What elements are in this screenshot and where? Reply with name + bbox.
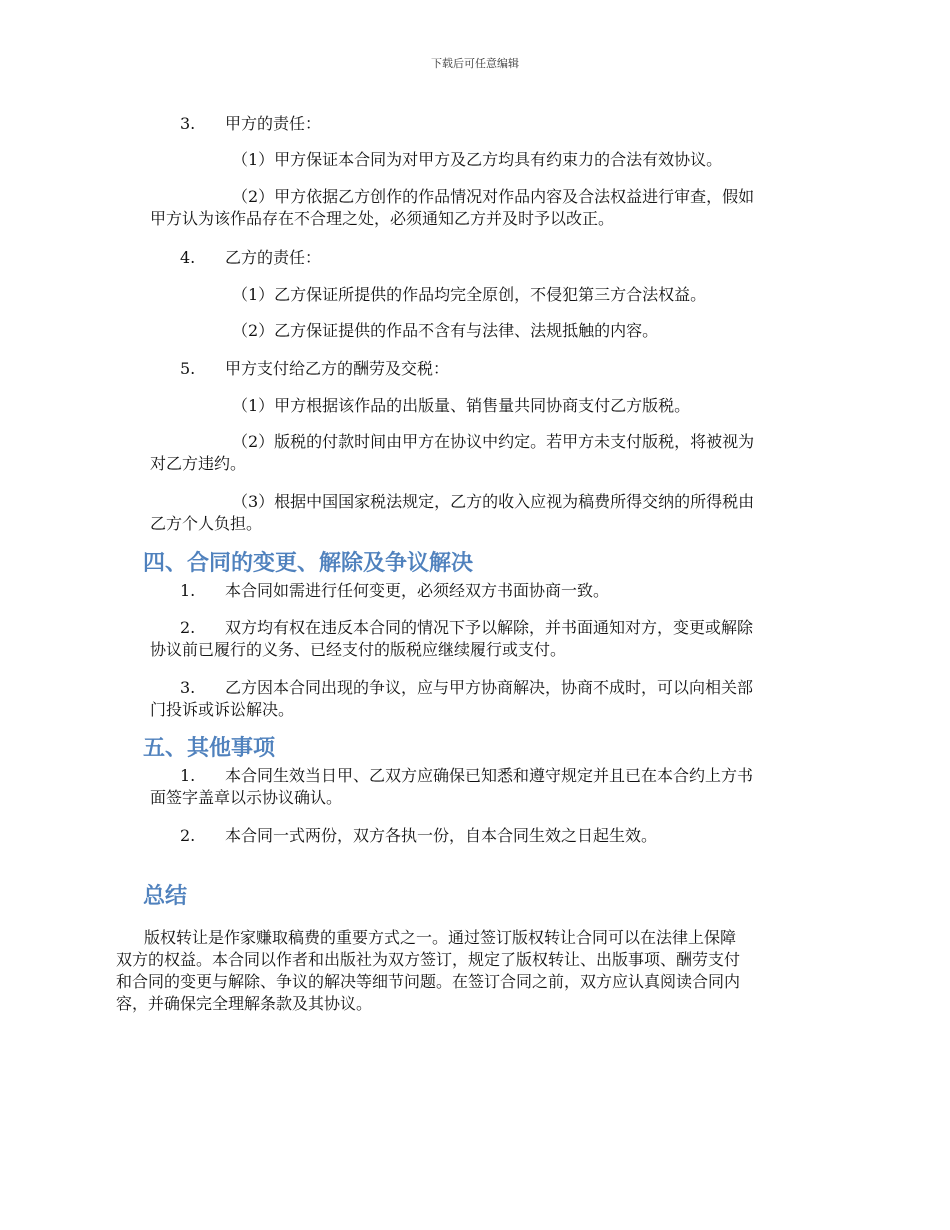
item-number: 2. (180, 618, 196, 637)
item-text: 本合同如需进行任何变更，必须经双方书面协商一致。 (225, 581, 610, 600)
section4-item-2 (180, 617, 753, 639)
item-number: 4. (180, 248, 196, 267)
summary-heading: 总结 (143, 884, 188, 909)
item-number: 5. (180, 359, 196, 378)
item-number: 3. (180, 678, 196, 697)
sub-clause-3-2-cont: 甲方认为该作品存在不合理之处，必须通知乙方并及时予以改正。 (150, 209, 615, 228)
item-text: 本合同一式两份，双方各执一份，自本合同生效之日起生效。 (225, 826, 658, 845)
item-number: 2. (180, 826, 196, 845)
sub-clause-4-2: （2）乙方保证提供的作品不含有与法律、法规抵触的内容。 (232, 321, 659, 340)
item-text: 本合同生效当日甲、乙双方应确保已知悉和遵守规定并且已在本合约上方书 (225, 766, 754, 785)
sub-clause-5-3-cont: 乙方个人负担。 (150, 514, 263, 533)
clause-item-5 (180, 358, 449, 380)
item-text: 乙方的责任： (225, 248, 322, 267)
section-heading-5: 五、其他事项 (143, 736, 276, 761)
item-number: 1. (180, 581, 196, 600)
item-text: 甲方支付给乙方的酬劳及交税： (225, 359, 450, 378)
sub-clause-5-2: （2）版税的付款时间由甲方在协议中约定。若甲方未支付版税，将被视为 (232, 432, 755, 451)
section4-item-3 (180, 677, 753, 699)
summary-line-1 (116, 927, 841, 949)
item-text: 甲方的责任： (225, 114, 322, 133)
sub-clause-5-1: （1）甲方根据该作品的出版量、销售量共同协商支付乙方版税。 (232, 396, 691, 415)
sub-clause-3-1: （1）甲方保证本合同为对甲方及乙方均具有约束力的合法有效协议。 (232, 150, 723, 169)
clause-item-4 (180, 247, 321, 269)
section-heading-4: 四、合同的变更、解除及争议解决 (143, 551, 474, 576)
item-number: 3. (180, 114, 196, 133)
section4-item-2-cont: 协议前已履行的义务、已经支付的版税应继续履行或支付。 (150, 640, 567, 659)
summary-line-4: 容，并确保完全理解条款及其协议。 (116, 994, 373, 1013)
summary-text: 版权转让是作家赚取稿费的重要方式之一。通过签订版权转让合同可以在法律上保障 (144, 928, 737, 947)
page-header: 下载后可任意编辑 (431, 57, 519, 70)
section4-item-1 (180, 580, 609, 602)
section5-item-1-cont: 面签字盖章以示协议确认。 (150, 788, 343, 807)
summary-line-2: 双方的权益。本合同以作者和出版社为双方签订，规定了版权转让、出版事项、酬劳支付 (116, 950, 741, 969)
section5-item-1 (180, 765, 753, 787)
section4-item-3-cont: 门投诉或诉讼解决。 (150, 700, 295, 719)
clause-item-3 (180, 113, 321, 135)
sub-clause-5-3: （3）根据中国国家税法规定，乙方的收入应视为稿费所得交纳的所得税由 (232, 492, 755, 511)
item-text: 双方均有权在违反本合同的情况下予以解除，并书面通知对方，变更或解除 (225, 618, 754, 637)
summary-line-3: 和合同的变更与解除、争议的解决等细节问题。在签订合同之前，双方应认真阅读合同内 (116, 972, 741, 991)
sub-clause-3-2: （2）甲方依据乙方创作的作品情况对作品内容及合法权益进行审查，假如 (232, 187, 755, 206)
sub-clause-4-1: （1）乙方保证所提供的作品均完全原创，不侵犯第三方合法权益。 (232, 285, 707, 304)
item-number: 1. (180, 766, 196, 785)
sub-clause-5-2-cont: 对乙方违约。 (150, 454, 247, 473)
section5-item-2 (180, 825, 657, 847)
item-text: 乙方因本合同出现的争议，应与甲方协商解决，协商不成时，可以向相关部 (225, 678, 754, 697)
